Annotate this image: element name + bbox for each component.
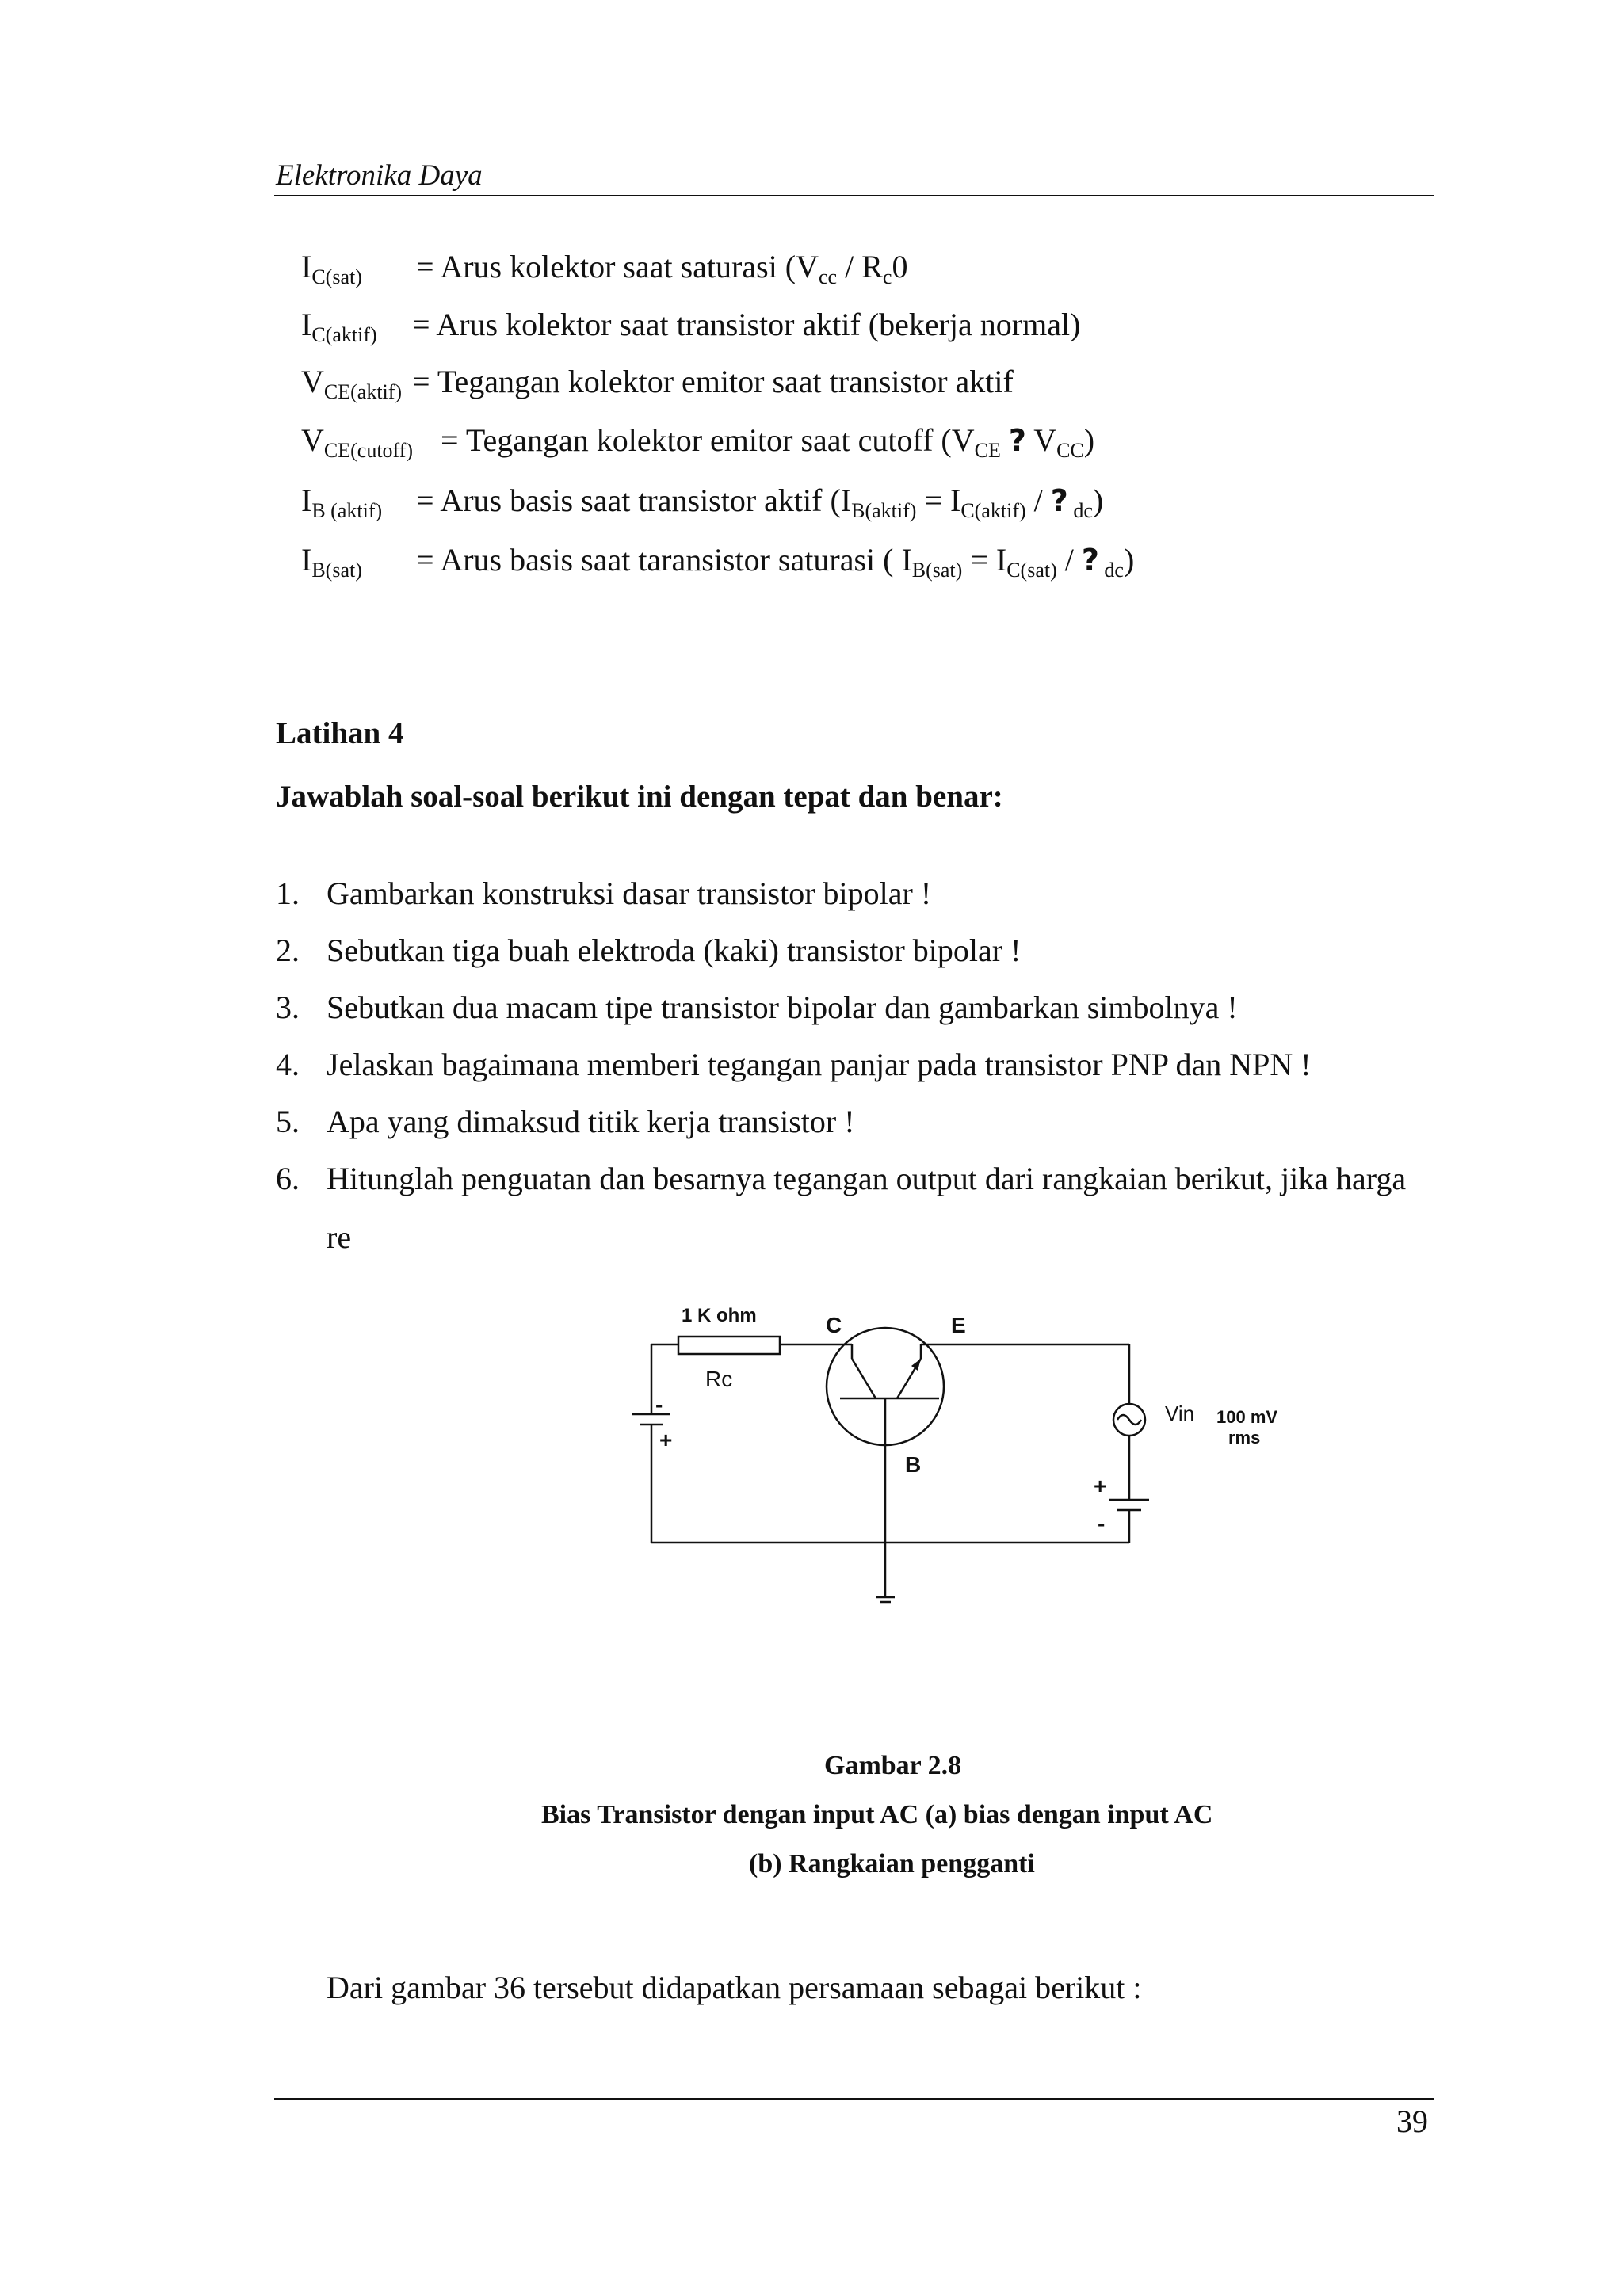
exercise-instruction: Jawablah soal-soal berikut ini dengan tepat dan benar: (276, 780, 1003, 814)
footer-rule (274, 2098, 1434, 2100)
page-number: 39 (1396, 2103, 1428, 2139)
emitter-arrow-icon (911, 1359, 921, 1371)
list-item-continuation: re (327, 1219, 352, 1255)
def-text: = Arus basis saat taransistor saturasi ( $I_{B(sat)} = I_{C(sat)}$ / ? $_{dc}$) (416, 542, 1135, 582)
list-item: 1. Gambarkan konstruksi dasar transistor bipolar ! (276, 875, 932, 911)
list-item: 4. Jelaskan bagaimana memberi tegangan panjar pada transistor PNP dan NPN ! (276, 1047, 1312, 1082)
resistor-value-label: 1 K ohm (682, 1305, 757, 1326)
resistor-name-label: Rc (705, 1367, 733, 1391)
def-text: = Arus kolektor saat saturasi ($V_{cc} / R_c0$ (416, 249, 908, 288)
def-subscript: CE(aktif) (323, 380, 403, 403)
vin-battery-plus-label: + (1094, 1474, 1107, 1498)
def-text: = Tegangan kolektor emitor saat cutoff ($V_{CE}$ ? $V_{CC}$) (441, 422, 1095, 462)
collector-label: C (826, 1313, 842, 1337)
def-subscript: CE(cutoff) (323, 439, 414, 462)
base-label: B (905, 1452, 922, 1477)
source-name-label: Vin (1165, 1402, 1195, 1425)
def-symbol: V (301, 364, 324, 399)
definition-ib-sat (301, 541, 1135, 582)
vin-battery-minus-label: - (1098, 1511, 1106, 1535)
resistor-rc (678, 1337, 780, 1354)
list-item: 3. Sebutkan dua macam tipe transistor bipolar dan gambarkan simbolnya ! (276, 990, 1238, 1025)
running-header: Elektronika Daya (276, 159, 483, 192)
def-text: = Arus kolektor saat transistor aktif (bekerja normal) (412, 307, 1081, 342)
sine-icon (1117, 1415, 1141, 1425)
battery-plus-label: + (659, 1428, 673, 1452)
def-subscript: B (aktif) (311, 499, 383, 522)
def-subscript: C(sat) (311, 265, 362, 288)
definition-ic-sat (301, 248, 908, 288)
def-subscript: C(aktif) (311, 323, 377, 346)
def-symbol: I (301, 542, 312, 578)
list-item: 5. Apa yang dimaksud titik kerja transistor ! (276, 1104, 855, 1139)
figure-number: Gambar 2.8 (824, 1751, 962, 1780)
figure-caption-line1: Bias Transistor dengan input AC (a) bias dengan input AC (541, 1800, 1213, 1829)
definition-ib-aktif (301, 482, 1104, 522)
exercise-title: Latihan 4 (276, 716, 404, 750)
list-item: 2. Sebutkan tiga buah elektroda (kaki) transistor bipolar ! (276, 933, 1022, 968)
definition-vce-cutoff (301, 421, 1095, 462)
definition-ic-aktif (301, 306, 1081, 346)
source-unit-label: rms (1228, 1428, 1261, 1447)
def-symbol: V (301, 422, 324, 458)
def-symbol: I (301, 249, 312, 284)
def-text: = Tegangan kolektor emitor saat transistor aktif (412, 364, 1014, 399)
transistor-collector-lead (852, 1359, 876, 1398)
transistor-circuit-diagram (618, 1299, 1331, 1648)
list-item: 6. Hitunglah penguatan dan besarnya tegangan output dari rangkaian berikut, jika harga (276, 1161, 1407, 1196)
closing-sentence: Dari gambar 36 tersebut didapatkan persamaan sebagai berikut : (327, 1970, 1142, 2005)
def-symbol: I (301, 307, 312, 342)
def-subscript: B(sat) (311, 559, 362, 582)
def-symbol: I (301, 482, 312, 518)
def-text: = Arus basis saat transistor aktif ($I_{B(aktif)} = I_{C(aktif)}$ / ? $_{dc}$) (416, 482, 1104, 522)
definition-vce-aktif (301, 363, 1014, 403)
emitter-label: E (951, 1313, 966, 1337)
figure-caption-line2: (b) Rangkaian pengganti (749, 1849, 1035, 1878)
battery-minus-label: - (655, 1392, 663, 1417)
source-value-label: 100 mV (1216, 1407, 1278, 1427)
header-rule (274, 195, 1434, 196)
